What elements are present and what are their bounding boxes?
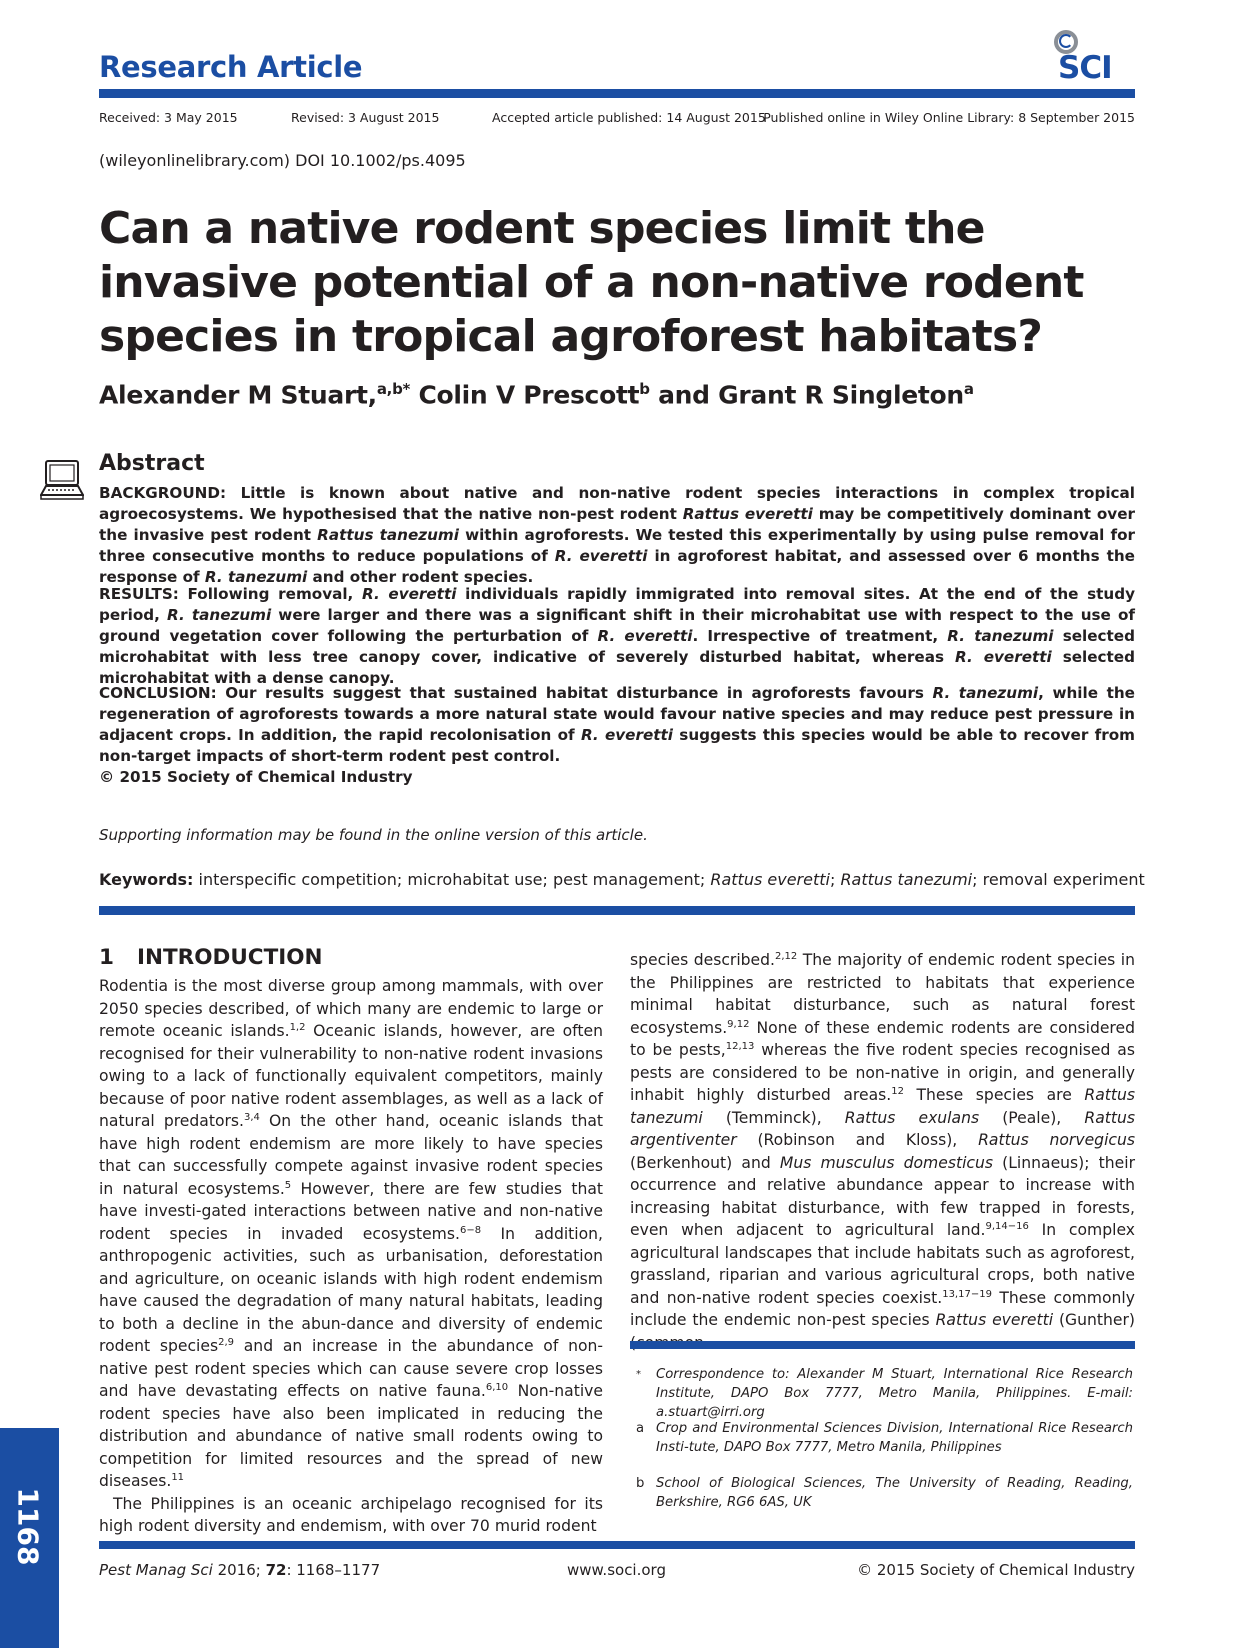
text: (Linnaeus); their occurrence and relative abundance appear to increase with increasing habitat disturbance, with few trapped in forests, even when adjacent to agricultural land. (630, 1153, 1135, 1239)
text: suggests this species would be able to recover from non-target impacts of short-term rodent pest control. (99, 726, 1135, 765)
intro-right-column (630, 949, 1135, 1354)
intro-left-column (99, 975, 603, 1538)
citation: 2,12 (775, 950, 798, 962)
received-date: Received: 3 May 2015 (99, 110, 238, 125)
species-name: Rattus tanezumi (317, 526, 459, 544)
author-affiliation: a,b* (376, 380, 411, 398)
species-name: Rattus everetti (935, 1311, 1054, 1329)
paragraph: The Philippines is an oceanic archipelago recognised for its high rodent diversity and endemism, with over 70 murid rodent (99, 1494, 603, 1535)
abstract-conclusion (99, 683, 1135, 788)
citation: 2,9 (218, 1336, 234, 1348)
text: were larger and there was a significant shift in their microhabitat use with respect to the use of ground vegetation cover following the perturbation of (99, 606, 1135, 645)
citation: 9,14−16 (985, 1220, 1029, 1232)
species-name: R. everetti (554, 547, 648, 565)
footer-copyright: © 2015 Society of Chemical Industry (857, 1561, 1135, 1579)
text: (Temminck), (702, 1108, 845, 1127)
paragraph (99, 975, 603, 1493)
text: , while the regeneration of agroforests towards a more natural state would favour native species and may reduce pest pressure in adjacent crops. In addition, the rapid recolonisation of (99, 684, 1135, 744)
author-name: Alexander M Stuart, (99, 380, 377, 410)
text: whereas the five rodent species recognised as pests are considered to be non-native in origin, and generally inhabit highly disturbed areas. (630, 1041, 1135, 1104)
text: Oceanic islands, however, are often recognised for their vulnerability to non-native rodent invasions owing to a lack of functionally equivalent competitors, mainly because of poor native rodent assemblages, as well as a lack of natural predators. (99, 1022, 603, 1130)
sci-logo (1050, 28, 1142, 84)
text: In complex agricultural landscapes that include habitats such as agroforest, grassland, riparian and various agricultural crops, both native and non-native rodent species coexist. (630, 1221, 1135, 1307)
background-label: BACKGROUND: (99, 484, 227, 502)
text: species described. (630, 951, 776, 969)
text: (Robinson and Kloss), (736, 1131, 979, 1149)
species-name: Rattus exulans (844, 1108, 980, 1127)
logo-inner-ring-icon (1059, 34, 1073, 48)
species-name: Rattus everetti (682, 505, 813, 523)
text: Little is known about native and non-native rodent species interactions in complex tropical agroecosystems. We hypothesised that the native non-pest rodent (99, 484, 1135, 523)
page-number: 1168 (11, 1487, 45, 1566)
species-name: R. tanezumi (932, 684, 1039, 702)
section-number: 1 (99, 945, 114, 970)
text: Rodentia is the most diverse group among mammals, with over 2050 species described, of which many are endemic to large or remote oceanic islands. (99, 977, 603, 1040)
footnote-correspondence (636, 1365, 1133, 1422)
text: These commonly include the endemic non-pest species (630, 1288, 1135, 1329)
text: The majority of endemic rodent species in the Philippines are restricted to habitats that experience minimal habitat disturbance, such as natural forest ecosystems. (630, 951, 1136, 1037)
text: individuals rapidly immigrated into removal sites. At the end of the study period, (99, 585, 1135, 624)
text: Our results suggest that sustained habitat disturbance in agroforests favours (216, 684, 933, 702)
article-type: Research Article (99, 50, 363, 84)
citation: 12 (891, 1085, 904, 1097)
journal-volume: 72 (265, 1561, 287, 1579)
footnote-mark: a (636, 1421, 645, 1436)
citation: 12,13 (725, 1040, 755, 1052)
keyword-species: Rattus everetti (710, 870, 830, 889)
journal-year: 2016; (212, 1561, 266, 1579)
citation: 6,10 (485, 1381, 509, 1393)
text: (Peale), (979, 1108, 1085, 1127)
abstract-copyright: © 2015 Society of Chemical Industry (99, 768, 413, 786)
keywords-label: Keywords: (99, 870, 194, 889)
abstract-background (99, 483, 1135, 588)
accepted-date: Accepted article published: 14 August 2015 (492, 110, 766, 125)
journal-name: Pest Manag Sci (99, 1561, 213, 1579)
species-name: R. tanezumi (947, 627, 1054, 645)
author-name: and Grant R Singleton (658, 380, 964, 410)
citation: 3,4 (244, 1111, 260, 1123)
species-name: R. everetti (580, 726, 673, 744)
computer-icon (40, 459, 84, 501)
citation: 13,17−19 (942, 1288, 992, 1300)
text: (Gunther) (1058, 1311, 1135, 1329)
journal-citation (99, 1561, 380, 1579)
footnote-text: Crop and Environmental Sciences Division, International Rice Research Insti-tute, DAPO Box 7777, Metro Manila, Philippines (656, 1421, 1133, 1455)
keyword-species: Rattus tanezumi (840, 870, 973, 889)
abstract-results (99, 584, 1135, 689)
results-label: RESULTS: (99, 585, 179, 603)
footnote-text: School of Biological Sciences, The University of Reading, Reading, Berkshire, RG6 6AS, UK (656, 1476, 1133, 1510)
keyword-text: ; removal experiment (972, 870, 1145, 889)
text: within agroforests. We tested this experimentally by using pulse removal for three consecutive months to reduce populations of (99, 526, 1135, 565)
text: These species are (903, 1086, 1085, 1104)
species-name: Rattus norvegicus (978, 1131, 1135, 1149)
section-title: INTRODUCTION (137, 945, 323, 970)
doi: (wileyonlinelibrary.com) DOI 10.1002/ps.4095 (99, 151, 466, 170)
species-name: R. everetti (361, 585, 457, 603)
species-name: Rattus argentiventer (630, 1108, 1135, 1149)
text: On the other hand, oceanic islands that have high rodent endemism are more likely to have species that can successfully compete against invasive rodent species in natural ecosystems. (99, 1112, 603, 1198)
text: In addition, anthropogenic activities, such as urbanisation, deforestation and agriculture, on oceanic islands with high rodent endemism have caused the degradation of many natural habitats, leading to both a decline in the abun-dance and diversity of endemic rodent species (99, 1224, 603, 1355)
citation: 9,12 (727, 1018, 750, 1030)
author-affiliation: a (963, 380, 974, 398)
citation: 6−8 (459, 1224, 482, 1236)
author-list (99, 380, 974, 409)
revised-date: Revised: 3 August 2015 (291, 110, 440, 125)
conclusion-label: CONCLUSION: (99, 684, 217, 702)
species-name: R. everetti (597, 627, 693, 645)
keyword-text: interspecific competition; microhabitat use; pest management; (193, 870, 711, 889)
header-rule (99, 89, 1135, 98)
footnote-mark: b (636, 1476, 645, 1491)
text: and other rodent species. (307, 568, 534, 586)
text: . Irrespective of treatment, (692, 627, 948, 645)
published-date: Published online in Wiley Online Library: 8 September 2015 (763, 110, 1135, 125)
keyword-text: ; (829, 870, 841, 889)
species-name: R. tanezumi (204, 568, 308, 586)
footnote-rule (630, 1341, 1135, 1349)
species-name: R. everetti (954, 648, 1052, 666)
text: Following removal, (178, 585, 362, 603)
footnote-affiliation-b (636, 1474, 1133, 1512)
citation: 5 (284, 1179, 292, 1191)
footnote-mark: * (636, 1369, 641, 1380)
footnote-text: Correspondence to: Alexander M Stuart, International Rice Research Institute, DAPO Box 7777, Metro Manila, Philippines. E-mail: a.stuart@irri.org (656, 1367, 1133, 1420)
text: selected microhabitat with less tree canopy cover, indicative of severely disturbed habitat, whereas (99, 627, 1135, 666)
text: (Berkenhout) and (630, 1153, 780, 1172)
footer-rule (99, 1541, 1135, 1549)
text: may be competitively dominant over the invasive pest rodent (99, 505, 1135, 544)
text: None of these endemic rodents are considered to be pests, (630, 1018, 1135, 1059)
author-affiliation: b (639, 380, 650, 398)
species-name: R. tanezumi (167, 606, 272, 624)
section-heading (99, 945, 323, 970)
journal-pages: : 1168–1177 (286, 1561, 381, 1579)
text: in agroforest habitat, and assessed over 6 months the response of (99, 547, 1135, 586)
text: Non-native rodent species have also been implicated in reducing the distribution and abundance of native small rodents owing to competition for limited resources and the spread of new diseases. (99, 1382, 603, 1490)
website-link[interactable]: www.soci.org (567, 1561, 666, 1579)
abstract-heading: Abstract (99, 451, 205, 476)
paper-title: Can a native rodent species limit the invasive potential of a non-native rodent species in tropical agroforest habitats? (99, 203, 1084, 362)
text: selected microhabitat with a dense canopy. (99, 648, 1135, 687)
species-name: Mus musculus domesticus (779, 1153, 993, 1172)
logo-text: SCI (1058, 50, 1112, 86)
citation: 1,2 (289, 1021, 306, 1033)
keywords (99, 870, 1145, 889)
footnote-affiliation-a (636, 1419, 1133, 1457)
citation: 11 (171, 1471, 185, 1483)
text: However, there are few studies that have investi-gated interactions between native and non-native rodent species in invaded ecosystems. (99, 1179, 603, 1243)
author-name: Colin V Prescott (418, 380, 640, 410)
abstract-rule (99, 906, 1135, 915)
text: and an increase in the abundance of non-native pest rodent species which can cause severe crop losses and have devastating effects on native fauna. (99, 1337, 603, 1400)
species-name: Rattus tanezumi (630, 1086, 1135, 1127)
supporting-info-note: Supporting information may be found in the online version of this article. (99, 826, 648, 844)
